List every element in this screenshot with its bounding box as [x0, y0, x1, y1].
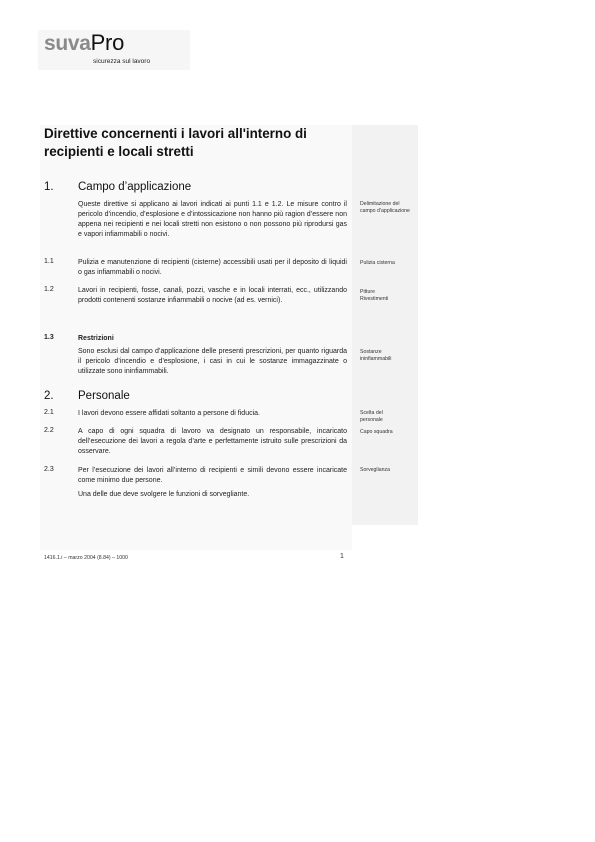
margin-note: Delimitazione del campo d’applicazione [360, 201, 410, 214]
section-intro: Queste direttive si applicano ai lavori indicati ai punti 1.1 e 1.2. Le misure contro il pericolo d’incendio, d’esplosione e d’intossicazione non hanno più ragion d’essere non appena nei recipienti e nei locali stretti non esistono o non possono più riprodursi gas e vapori infiammabili o nocivi. [78, 201, 347, 239]
logo-tagline: sicurezza sul lavoro [93, 58, 151, 65]
margin-note: Sorveglianza [360, 467, 390, 473]
item-number: 2.2 [44, 427, 54, 434]
item-number: 2.3 [44, 466, 54, 473]
item-text: A capo di ogni squadra di lavoro va designato un responsabile, incaricato dell’esecuzione dei lavori a regola d’arte e perfettamente istruito sulle prescrizioni da osservare. [78, 428, 347, 456]
document-title: Direttive concernenti i lavori all'interno di recipienti e locali stretti [44, 126, 307, 159]
margin-note: Scelta del personale [360, 410, 383, 423]
section-number: 2. [44, 390, 54, 402]
item-text-continued: Una delle due deve svolgere le funzioni di sorvegliante. [78, 491, 250, 498]
margin-note: Capo squadra [360, 429, 393, 435]
item-number: 2.1 [44, 409, 54, 416]
item-number: 1.3 [44, 334, 54, 341]
margin-note: Pitture Rivestimenti [360, 289, 389, 302]
item-number: 1.2 [44, 286, 54, 293]
margin-note: Pulizia cisterna [360, 260, 395, 266]
item-text: Per l’esecuzione dei lavori all’interno di recipienti e simili devono essere incaricate come minimo due persone. [78, 467, 347, 485]
section-heading: Personale [78, 390, 130, 402]
item-number: 1.1 [44, 258, 54, 265]
section-heading: Campo d’applicazione [78, 181, 192, 193]
item-text: Lavori in recipienti, fosse, canali, pozzi, vasche e in locali interrati, ecc., utilizzando prodotti contenenti sostanze infiammabili o nocive (ad es. vernici). [78, 287, 347, 305]
margin-column-background [352, 125, 418, 525]
item-subheading: Restrizioni [78, 335, 114, 342]
section-number: 1. [44, 181, 54, 193]
item-text: Pulizia e manutenzione di recipienti (cisterne) accessibili usati per il deposito di liquidi o gas infiammabili o nocivi. [78, 259, 347, 277]
page-number: 1 [340, 553, 344, 560]
item-text: I lavori devono essere affidati soltanto a persone di fiducia. [78, 410, 260, 417]
margin-note: Sostanze ininfiammabili [360, 349, 392, 362]
suvapro-logo: suvaPro [44, 30, 125, 55]
item-text: Sono esclusi dal campo d’applicazione delle presenti prescrizioni, per quanto riguarda il pericolo d’incendio e d’esplosione, i casi in cui le sostanze immagazzinate o utilizzate sono ininfiammabili. [78, 348, 347, 376]
footer-code: 1416.1.i – marzo 2004 (8.84) – 1000 [44, 555, 128, 561]
